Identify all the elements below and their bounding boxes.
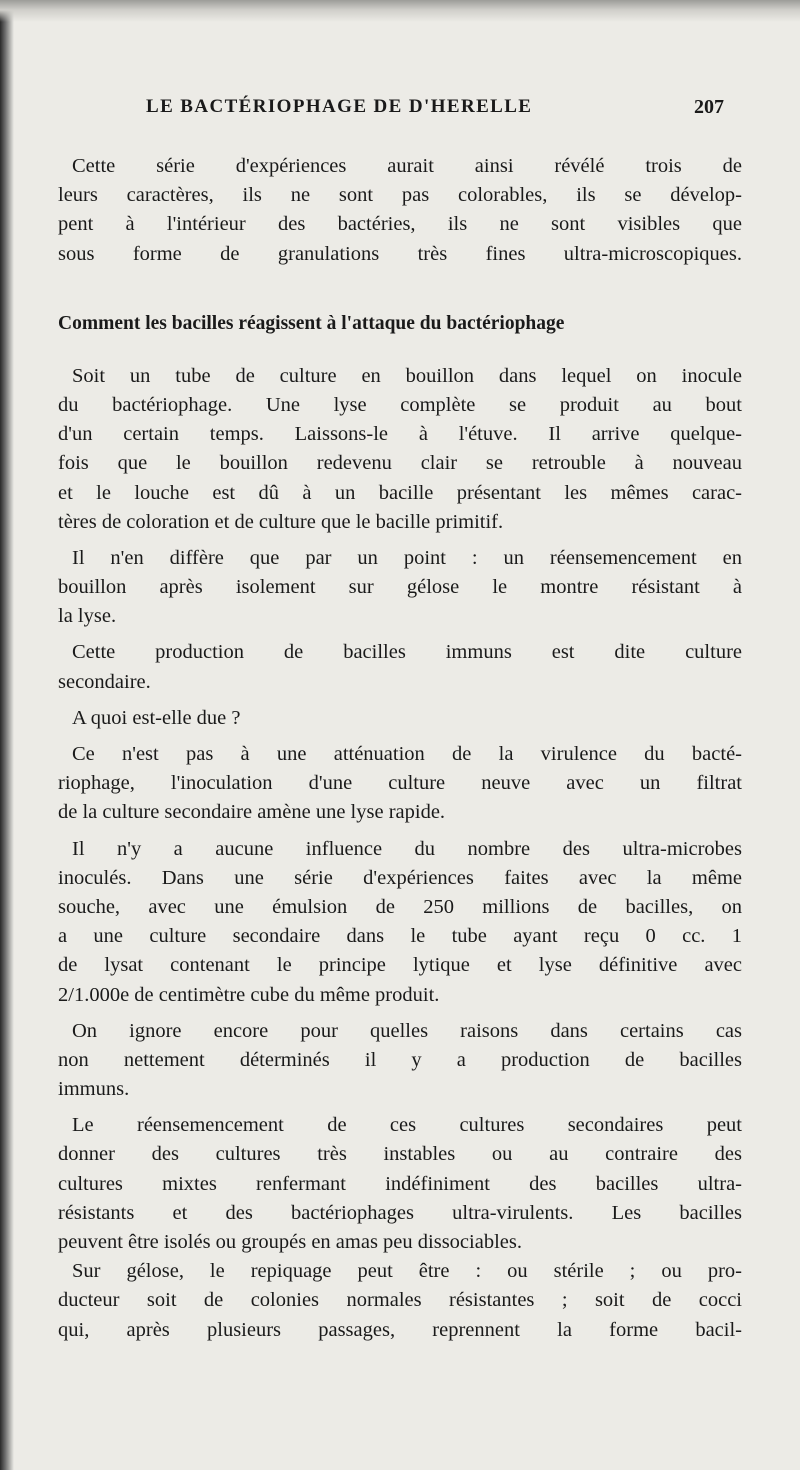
paragraph xyxy=(58,1017,742,1105)
paragraph xyxy=(58,362,742,537)
text-line: qui, après plusieurs passages, reprennent la forme bacil- xyxy=(58,1318,742,1341)
paragraph xyxy=(58,544,742,632)
paragraph xyxy=(58,638,742,696)
text-line: Ce n'est pas à une atténuation de la virulence du bacté- xyxy=(72,743,742,765)
text-line: 2/1.000e de centimètre cube du même produit. xyxy=(58,983,440,1006)
text-line: de lysat contenant le principe lytique et lyse définitive avec xyxy=(58,954,742,977)
text-line: fois que le bouillon redevenu clair se retrouble à nouveau xyxy=(58,452,742,475)
section-heading: Comment les bacilles réagissent à l'attaque du bactériophage xyxy=(58,312,565,334)
text-line: du bactériophage. Une lyse complète se produit au bout xyxy=(58,393,742,416)
paragraph xyxy=(58,740,742,828)
text-line: immuns. xyxy=(58,1078,130,1101)
page-number: 207 xyxy=(694,96,724,118)
text-line: A quoi est-elle due ? xyxy=(72,706,241,729)
text-line: de la culture secondaire amène une lyse rapide. xyxy=(58,801,446,824)
paragraph xyxy=(58,835,742,1010)
paragraph xyxy=(58,1257,742,1345)
text-line: ducteur soit de colonies normales résistantes ; soit de cocci xyxy=(58,1289,742,1312)
text-line: résistants et des bactériophages ultra-virulents. Les bacilles xyxy=(58,1201,742,1224)
text-line: et le louche est dû à un bacille présentant les mêmes carac- xyxy=(58,481,742,504)
text-line: riophage, l'inoculation d'une culture neuve avec un filtrat xyxy=(58,772,742,795)
text-line: cultures mixtes renfermant indéfiniment des bacilles ultra- xyxy=(58,1172,742,1195)
text-line: bouillon après isolement sur gélose le montre résistant à xyxy=(58,576,742,599)
running-title: LE BACTÉRIOPHAGE DE D'HERELLE xyxy=(146,96,533,117)
page-edge-shadow xyxy=(0,0,14,1470)
text-line: Soit un tube de culture en bouillon dans lequel on inocule xyxy=(72,364,742,387)
body-text xyxy=(58,152,742,1345)
text-line: inoculés. Dans une série d'expériences faites avec la même xyxy=(58,866,742,889)
text-line: leurs caractères, ils ne sont pas colorables, ils se dévelop- xyxy=(58,184,742,207)
paragraph xyxy=(58,1111,742,1257)
text-line: secondaire. xyxy=(58,670,151,693)
text-line: On ignore encore pour quelles raisons dans certains cas xyxy=(72,1019,742,1042)
text-line: donner des cultures très instables ou au contraire des xyxy=(58,1143,742,1166)
text-line: a une culture secondaire dans le tube ayant reçu 0 cc. 1 xyxy=(58,925,742,948)
text-line: souche, avec une émulsion de 250 millions de bacilles, on xyxy=(58,895,742,918)
text-line: pent à l'intérieur des bactéries, ils ne sont visibles que xyxy=(58,213,742,236)
page-top-shadow xyxy=(0,0,800,22)
text-line: d'un certain temps. Laissons-le à l'étuve. Il arrive quelque- xyxy=(58,423,742,446)
text-line: Il n'en diffère que par un point : un réensemencement en xyxy=(72,546,742,569)
text-line: sous forme de granulations très fines ultra-microscopiques. xyxy=(58,242,742,265)
text-line: non nettement déterminés il y a production de bacilles xyxy=(58,1048,742,1071)
running-header xyxy=(0,96,800,126)
text-line: Sur gélose, le repiquage peut être : ou stérile ; ou pro- xyxy=(72,1260,742,1283)
text-line: la lyse. xyxy=(58,605,117,628)
paragraph xyxy=(58,704,742,733)
text-line: peuvent être isolés ou groupés en amas peu dissociables. xyxy=(58,1231,522,1253)
text-line: Le réensemencement de ces cultures secondaires peut xyxy=(72,1114,742,1137)
text-line: Cette production de bacilles immuns est dite culture xyxy=(72,641,742,664)
text-line: Il n'y a aucune influence du nombre des ultra-microbes xyxy=(72,837,742,860)
text-line: tères de coloration et de culture que le bacille primitif. xyxy=(58,510,504,533)
paragraph xyxy=(58,152,742,269)
text-line: Cette série d'expériences aurait ainsi révélé trois de xyxy=(72,155,742,177)
